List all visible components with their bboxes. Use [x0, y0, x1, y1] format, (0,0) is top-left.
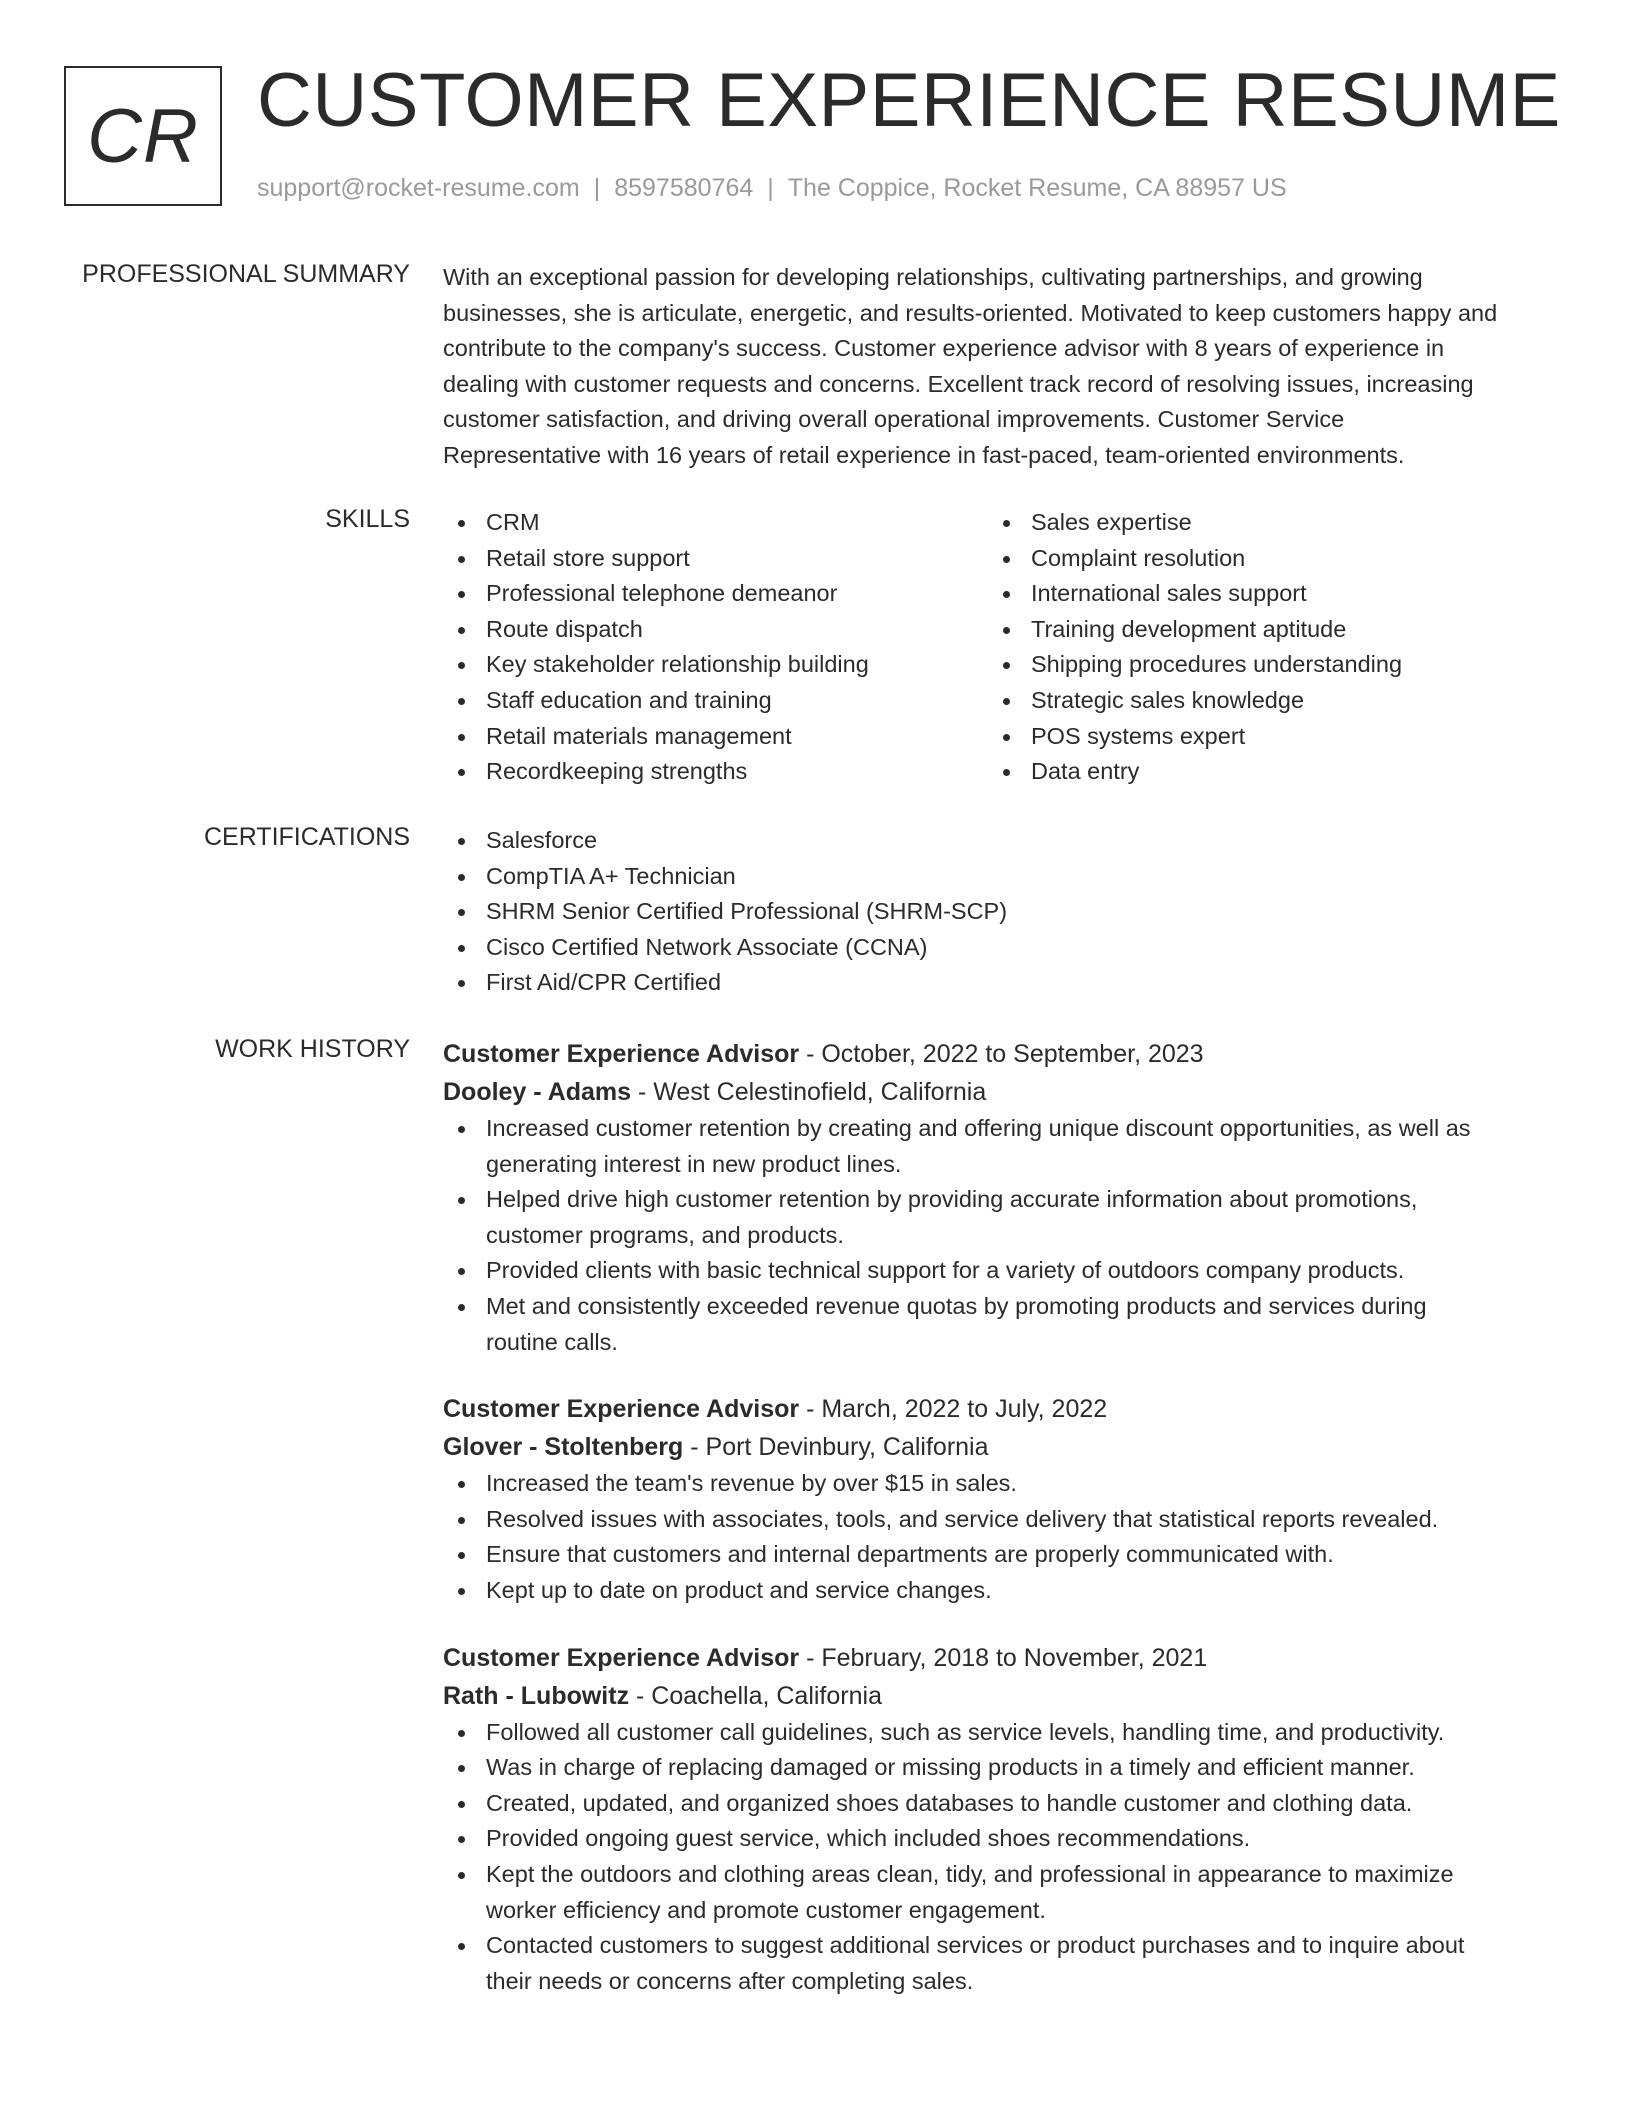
job-company-line: [443, 1428, 1563, 1466]
job-bullet-line: Created, updated, and organized shoes databases to handle customer and clothing data.: [486, 1789, 1413, 1816]
certifications-list: [443, 823, 1563, 1001]
certifications-label: CERTIFICATIONS: [203, 823, 410, 851]
job-bullet: [443, 1573, 1563, 1609]
skill-item: Professional telephone demeanor: [443, 576, 988, 612]
job-bullet-line: customer programs, and products.: [486, 1221, 844, 1248]
summary-line: businesses, she is articulate, energetic, and results-oriented. Motivated to keep customers happy and: [443, 299, 1498, 326]
skills-body: [443, 505, 1563, 790]
contact-phone: 8597580764: [614, 174, 754, 202]
skill-item: Sales expertise: [988, 505, 1533, 541]
job-bullet-line: their needs or concerns after completing sales.: [486, 1967, 974, 1994]
summary-line: customer satisfaction, and driving overall operational improvements. Customer Service: [443, 406, 1345, 433]
skill-item: Retail store support: [443, 541, 988, 577]
job-bullet: [443, 1537, 1563, 1573]
job-bullets: [443, 1466, 1563, 1608]
summary-line: With an exceptional passion for developing relationships, cultivating partnerships, and growing: [443, 264, 1423, 290]
job-company: Glover - Stoltenberg: [443, 1433, 684, 1462]
contact-separator: |: [767, 174, 774, 202]
job-bullet-line: Kept the outdoors and clothing areas clean, tidy, and professional in appearance to maximize: [486, 1860, 1454, 1887]
skills-label: SKILLS: [325, 505, 410, 533]
certifications-body: [443, 823, 1563, 1001]
skill-item: International sales support: [988, 576, 1533, 612]
contact-separator: |: [593, 174, 601, 202]
certification-item: First Aid/CPR Certified: [443, 965, 1563, 1001]
summary-label: PROFESSIONAL SUMMARY: [82, 260, 410, 288]
job-company-line: [443, 1677, 1563, 1715]
job-bullet: [443, 1289, 1563, 1360]
job-bullet: [443, 1857, 1563, 1928]
skill-item: Shipping procedures understanding: [988, 647, 1533, 683]
job-entry: [443, 1390, 1563, 1608]
job-bullet-line: generating interest in new product lines.: [486, 1150, 902, 1177]
contact-email: support@rocket-resume.com: [257, 174, 580, 202]
job-dates: - October, 2022 to September, 2023: [799, 1040, 1204, 1068]
job-bullet: [443, 1786, 1563, 1822]
contact-line: [257, 174, 1287, 203]
job-bullet-line: Met and consistently exceeded revenue quotas by promoting products and services during: [486, 1292, 1427, 1319]
job-bullet-line: Kept up to date on product and service changes.: [486, 1576, 992, 1603]
job-location: - West Celestinofield, California: [631, 1078, 987, 1106]
job-bullet: [443, 1750, 1563, 1786]
skill-item: Retail materials management: [443, 719, 988, 755]
job-bullet-line: Ensure that customers and internal departments are properly communicated with.: [486, 1541, 1334, 1568]
monogram-text: CR: [87, 93, 199, 179]
job-bullet-line: Helped drive high customer retention by providing accurate information about promotions,: [486, 1186, 1418, 1213]
job-bullet-line: Increased customer retention by creating and offering unique discount opportunities, as well as: [486, 1115, 1471, 1141]
monogram-logo: [64, 66, 222, 206]
summary-line: dealing with customer requests and concerns. Excellent track record of resolving issues, increasing: [443, 370, 1474, 397]
job-location: - Port Devinbury, California: [683, 1433, 989, 1462]
skill-item: Strategic sales knowledge: [988, 683, 1533, 719]
skill-item: Key stakeholder relationship building: [443, 647, 988, 683]
skills-list-left: [443, 505, 988, 790]
job-bullet-line: routine calls.: [486, 1328, 618, 1355]
job-bullet-line: Contacted customers to suggest additional services or product purchases and to inquire about: [486, 1932, 1465, 1959]
job-bullet-line: Was in charge of replacing damaged or missing products in a timely and efficient manner.: [486, 1754, 1415, 1781]
job-title-line: [443, 1390, 1563, 1428]
certification-item: SHRM Senior Certified Professional (SHRM-SCP): [443, 894, 1563, 930]
skill-item: POS systems expert: [988, 719, 1533, 755]
summary-text: [443, 260, 1563, 474]
job-company-line: [443, 1073, 1563, 1111]
job-company: Dooley - Adams: [443, 1078, 632, 1106]
job-entry: [443, 1639, 1563, 2000]
job-entry: [443, 1035, 1563, 1360]
job-bullet-line: worker efficiency and promote customer engagement.: [486, 1896, 1046, 1923]
contact-address: The Coppice, Rocket Resume, CA 88957 US: [787, 174, 1287, 202]
skill-item: Data entry: [988, 754, 1533, 790]
skill-item: Training development aptitude: [988, 612, 1533, 648]
resume-title: CUSTOMER EXPERIENCE RESUME: [257, 58, 1561, 143]
skills-list-right: [988, 505, 1533, 790]
job-title-line: [443, 1639, 1563, 1677]
job-bullet: [443, 1928, 1563, 1999]
skill-item: CRM: [443, 505, 988, 541]
job-bullet-line: Increased the team's revenue by over $15 in sales.: [486, 1470, 1017, 1497]
job-bullet-line: Followed all customer call guidelines, such as service levels, handling time, and productivity.: [486, 1718, 1445, 1745]
job-bullet: [443, 1821, 1563, 1857]
job-bullet: [443, 1502, 1563, 1538]
skill-item: Route dispatch: [443, 612, 988, 648]
job-company: Rath - Lubowitz: [443, 1681, 630, 1710]
job-bullet-line: Provided clients with basic technical support for a variety of outdoors company products.: [486, 1257, 1405, 1284]
job-dates: - February, 2018 to November, 2021: [799, 1643, 1208, 1672]
job-bullet: [443, 1111, 1563, 1182]
job-bullet-line: Resolved issues with associates, tools, and service delivery that statistical reports revealed.: [486, 1505, 1439, 1532]
work-history-body: [443, 1035, 1563, 1999]
job-bullet: [443, 1466, 1563, 1502]
job-bullet-line: Provided ongoing guest service, which included shoes recommendations.: [486, 1825, 1251, 1852]
job-title: Customer Experience Advisor: [443, 1643, 800, 1672]
certification-item: Salesforce: [443, 823, 1563, 859]
job-bullets: [443, 1715, 1563, 2000]
job-dates: - March, 2022 to July, 2022: [799, 1395, 1108, 1424]
job-title: Customer Experience Advisor: [443, 1395, 800, 1424]
summary-line: contribute to the company's success. Customer experience advisor with 8 years of experience in: [443, 335, 1445, 362]
summary-body: [443, 260, 1563, 474]
job-bullet: [443, 1715, 1563, 1751]
job-bullet: [443, 1253, 1563, 1289]
job-bullet: [443, 1182, 1563, 1253]
work-history-label: WORK HISTORY: [215, 1035, 410, 1063]
job-bullets: [443, 1111, 1563, 1360]
summary-line: Representative with 16 years of retail experience in fast-paced, team-oriented environments.: [443, 441, 1405, 468]
job-title: Customer Experience Advisor: [443, 1040, 800, 1068]
certification-item: Cisco Certified Network Associate (CCNA): [443, 930, 1563, 966]
skill-item: Recordkeeping strengths: [443, 754, 988, 790]
job-location: - Coachella, California: [629, 1681, 882, 1710]
skill-item: Complaint resolution: [988, 541, 1533, 577]
skill-item: Staff education and training: [443, 683, 988, 719]
job-title-line: [443, 1035, 1563, 1073]
certification-item: CompTIA A+ Technician: [443, 859, 1563, 895]
